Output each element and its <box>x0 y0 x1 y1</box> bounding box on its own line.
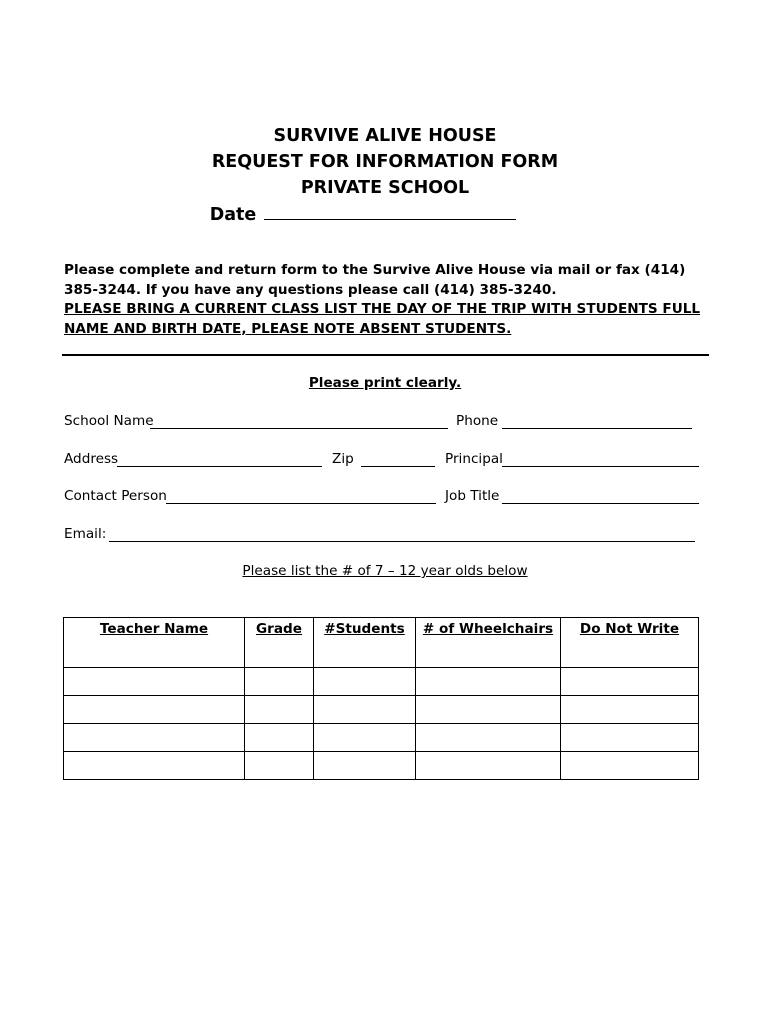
address-label: Address <box>64 451 119 467</box>
grade-cell[interactable] <box>245 752 314 780</box>
instructions-text: Please complete and return form to the Survive Alive House via mail or fax (414) 385-3244. If you have any questions please call (414) 385-3240. <box>64 262 686 298</box>
do-not-write-cell <box>561 696 699 724</box>
teacher-name-cell[interactable] <box>64 752 245 780</box>
table-row <box>64 752 699 780</box>
grade-cell[interactable] <box>245 696 314 724</box>
job-title-field[interactable] <box>502 503 699 504</box>
email-row <box>64 526 704 546</box>
teacher-name-cell[interactable] <box>64 696 245 724</box>
do-not-write-cell <box>561 668 699 696</box>
phone-field[interactable] <box>502 428 692 429</box>
wheelchairs-cell[interactable] <box>416 668 561 696</box>
header-wheelchairs: # of Wheelchairs <box>416 618 561 668</box>
table-row <box>64 696 699 724</box>
address-row <box>64 451 704 471</box>
print-clearly-note: Please print clearly. <box>308 375 462 391</box>
date-label: Date <box>209 205 257 225</box>
students-cell[interactable] <box>314 752 416 780</box>
teacher-name-cell[interactable] <box>64 668 245 696</box>
grade-cell[interactable] <box>245 668 314 696</box>
teacher-table <box>63 617 699 780</box>
email-label: Email: <box>64 526 107 542</box>
contact-person-label: Contact Person <box>64 488 167 504</box>
header-teacher-name: Teacher Name <box>64 618 245 668</box>
divider <box>62 354 709 356</box>
principal-field[interactable] <box>502 466 699 467</box>
date-field[interactable] <box>264 201 516 220</box>
title-line-1: SURVIVE ALIVE HOUSE <box>273 126 497 146</box>
header-do-not-write: Do Not Write <box>561 618 699 668</box>
zip-field[interactable] <box>361 466 435 467</box>
zip-label: Zip <box>332 451 354 467</box>
header-students: #Students <box>314 618 416 668</box>
school-name-label: School Name <box>64 413 154 429</box>
students-cell[interactable] <box>314 724 416 752</box>
do-not-write-cell <box>561 752 699 780</box>
job-title-label: Job Title <box>445 488 500 504</box>
school-phone-row <box>64 413 704 433</box>
do-not-write-cell <box>561 724 699 752</box>
title-line-2: REQUEST FOR INFORMATION FORM <box>211 152 559 172</box>
address-field[interactable] <box>117 466 322 467</box>
grade-cell[interactable] <box>245 724 314 752</box>
wheelchairs-cell[interactable] <box>416 696 561 724</box>
students-cell[interactable] <box>314 696 416 724</box>
date-line <box>0 201 748 228</box>
phone-label: Phone <box>456 413 499 429</box>
table-header-row <box>64 618 699 668</box>
wheelchairs-cell[interactable] <box>416 724 561 752</box>
contact-person-field[interactable] <box>166 503 436 504</box>
school-name-field[interactable] <box>150 428 448 429</box>
class-list-notice: PLEASE BRING A CURRENT CLASS LIST THE DAY OF THE TRIP WITH STUDENTS FULL NAME AND BIRTH DATE, PLEASE NOTE ABSENT STUDENTS. <box>64 301 701 337</box>
title-line-3: PRIVATE SCHOOL <box>300 178 470 198</box>
email-field[interactable] <box>109 541 695 542</box>
wheelchairs-cell[interactable] <box>416 752 561 780</box>
students-cell[interactable] <box>314 668 416 696</box>
table-row <box>64 724 699 752</box>
form-title <box>0 123 770 228</box>
header-grade: Grade <box>245 618 314 668</box>
contact-row <box>64 488 704 508</box>
age-list-note: Please list the # of 7 – 12 year olds below <box>242 563 528 579</box>
teacher-name-cell[interactable] <box>64 724 245 752</box>
instructions <box>64 261 714 339</box>
principal-label: Principal <box>445 451 503 467</box>
table-row <box>64 668 699 696</box>
